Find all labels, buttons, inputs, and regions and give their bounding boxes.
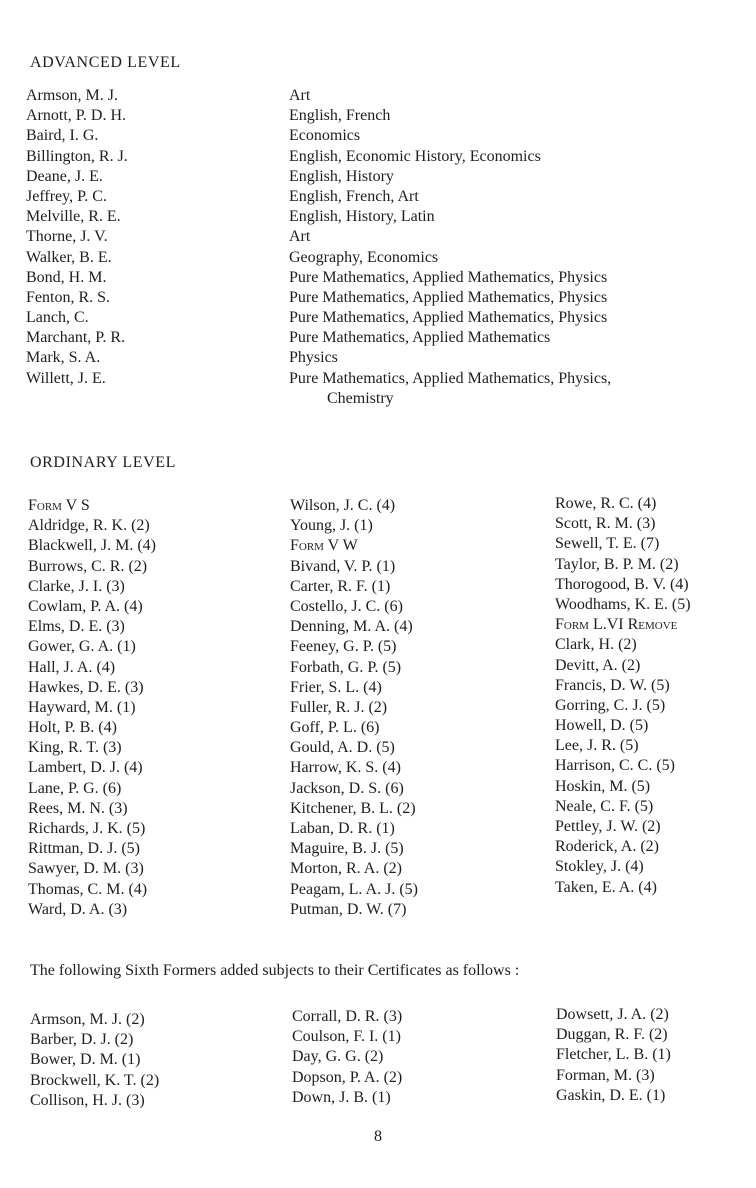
- student-entry: Thorogood, B. V. (4): [555, 575, 689, 593]
- student-name: Melville, R. E.: [26, 208, 121, 226]
- student-entry: Taylor, B. P. M. (2): [555, 555, 679, 573]
- student-entry: Dopson, P. A. (2): [292, 1068, 403, 1086]
- subjects-list: Physics: [289, 349, 338, 367]
- student-entry: King, R. T. (3): [28, 739, 122, 757]
- student-entry: Blackwell, J. M. (4): [28, 537, 156, 555]
- student-entry: Kitchener, B. L. (2): [290, 799, 416, 817]
- student-entry: Harrow, K. S. (4): [290, 759, 401, 777]
- student-entry: Harrison, C. C. (5): [555, 757, 675, 775]
- advanced-names-column: [26, 86, 276, 389]
- student-entry: Hawkes, D. E. (3): [28, 678, 144, 696]
- subjects-list: English, Economic History, Economics: [289, 147, 541, 165]
- student-entry: Hayward, M. (1): [28, 698, 136, 716]
- student-entry: Lee, J. R. (5): [555, 737, 639, 755]
- student-entry: Scott, R. M. (3): [555, 515, 656, 533]
- student-name: Lanch, C.: [26, 309, 89, 327]
- student-entry: Gaskin, D. E. (1): [556, 1086, 666, 1104]
- student-entry: Rees, M. N. (3): [28, 799, 128, 817]
- student-entry: Sawyer, D. M. (3): [28, 860, 144, 878]
- student-entry: Laban, D. R. (1): [290, 820, 395, 837]
- student-entry: Sewell, T. E. (7): [555, 535, 660, 553]
- student-entry: Stokley, J. (4): [555, 858, 644, 876]
- student-entry: Hoskin, M. (5): [555, 777, 651, 795]
- student-entry: Roderick, A. (2): [555, 838, 659, 856]
- student-entry: Young, J. (1): [290, 517, 373, 535]
- student-entry: Elms, D. E. (3): [28, 618, 125, 636]
- student-entry: Cowlam, P. A. (4): [28, 597, 143, 615]
- ordinary-column-3: [555, 494, 756, 898]
- ordinary-column-1: [28, 496, 268, 920]
- student-entry: Morton, R. A. (2): [290, 860, 402, 878]
- subjects-continuation: Chemistry: [327, 389, 394, 407]
- student-entry: Holt, P. B. (4): [28, 719, 117, 737]
- student-entry: Rowe, R. C. (4): [555, 495, 657, 512]
- student-entry: Barber, D. J. (2): [30, 1031, 134, 1049]
- student-entry: Putman, D. W. (7): [290, 900, 407, 918]
- student-name: Willett, J. E.: [26, 369, 106, 387]
- subjects-list: Pure Mathematics, Applied Mathematics, Physics: [289, 268, 608, 286]
- student-entry: Frier, S. L. (4): [290, 678, 382, 696]
- subjects-list: Pure Mathematics, Applied Mathematics, Physics,: [289, 369, 612, 387]
- student-entry: Gould, A. D. (5): [290, 739, 395, 757]
- student-entry: Fuller, R. J. (2): [290, 698, 388, 716]
- subjects-list: English, History, Latin: [289, 208, 435, 226]
- student-entry: Collison, H. J. (3): [30, 1091, 145, 1109]
- student-name: Mark, S. A.: [26, 349, 101, 367]
- student-name: Deane, J. E.: [26, 167, 103, 185]
- subjects-list: Pure Mathematics, Applied Mathematics, Physics: [289, 288, 608, 306]
- form-label: Form V W: [290, 537, 358, 555]
- student-entry: Ward, D. A. (3): [28, 900, 128, 918]
- student-entry: Coulson, F. I. (1): [292, 1028, 401, 1046]
- student-name: Thorne, J. V.: [26, 228, 108, 246]
- student-entry: Hall, J. A. (4): [28, 658, 116, 676]
- student-entry: Burrows, C. R. (2): [28, 557, 148, 575]
- student-entry: Costello, J. C. (6): [290, 597, 403, 615]
- sixth-column-1: [30, 1010, 270, 1111]
- subjects-list: Pure Mathematics, Applied Mathematics, Physics: [289, 309, 608, 327]
- student-entry: Lambert, D. J. (4): [28, 759, 143, 777]
- subjects-list: English, History: [289, 167, 394, 185]
- student-entry: Neale, C. F. (5): [555, 797, 654, 815]
- subjects-list: Pure Mathematics, Applied Mathematics: [289, 329, 551, 347]
- student-entry: Rittman, D. J. (5): [28, 840, 140, 858]
- subjects-list: Art: [289, 87, 311, 104]
- student-entry: Clark, H. (2): [555, 636, 637, 654]
- student-entry: Dowsett, J. A. (2): [556, 1006, 669, 1023]
- student-entry: Forman, M. (3): [556, 1066, 655, 1084]
- student-entry: Lane, P. G. (6): [28, 779, 122, 797]
- page-number: 8: [374, 1128, 382, 1145]
- subjects-list: Art: [289, 228, 311, 246]
- advanced-subjects-column: [289, 86, 729, 409]
- sixth-column-3: [556, 1005, 756, 1106]
- student-entry: Armson, M. J. (2): [30, 1011, 145, 1028]
- student-entry: Carter, R. F. (1): [290, 577, 391, 595]
- student-entry: Richards, J. K. (5): [28, 820, 146, 837]
- student-entry: Down, J. B. (1): [292, 1088, 391, 1106]
- student-name: Fenton, R. S.: [26, 288, 111, 306]
- student-name: Walker, B. E.: [26, 248, 112, 266]
- form-label: Form V S: [28, 497, 90, 514]
- student-entry: Peagam, L. A. J. (5): [290, 880, 418, 898]
- student-entry: Maguire, B. J. (5): [290, 840, 404, 858]
- student-entry: Denning, M. A. (4): [290, 618, 413, 636]
- student-entry: Thomas, C. M. (4): [28, 880, 148, 898]
- student-name: Baird, I. G.: [26, 127, 99, 145]
- student-name: Bond, H. M.: [26, 268, 107, 286]
- student-entry: Devitt, A. (2): [555, 656, 641, 674]
- student-entry: Wilson, J. C. (4): [290, 497, 396, 514]
- ordinary-level-heading: ORDINARY LEVEL: [30, 454, 177, 471]
- student-name: Jeffrey, P. C.: [26, 187, 107, 205]
- student-entry: Corrall, D. R. (3): [292, 1008, 403, 1025]
- student-entry: Feeney, G. P. (5): [290, 638, 397, 656]
- student-entry: Woodhams, K. E. (5): [555, 595, 691, 613]
- student-entry: Aldridge, R. K. (2): [28, 517, 150, 535]
- student-entry: Clarke, J. I. (3): [28, 577, 125, 595]
- student-name: Armson, M. J.: [26, 87, 119, 104]
- subjects-list: Economics: [289, 127, 361, 145]
- advanced-level-heading: ADVANCED LEVEL: [30, 54, 181, 71]
- student-entry: Jackson, D. S. (6): [290, 779, 404, 797]
- subjects-list: Geography, Economics: [289, 248, 439, 266]
- student-entry: Forbath, G. P. (5): [290, 658, 402, 676]
- subjects-list: English, French, Art: [289, 187, 419, 205]
- student-entry: Taken, E. A. (4): [555, 878, 657, 896]
- sixth-column-2: [292, 1007, 532, 1108]
- student-entry: Goff, P. L. (6): [290, 719, 380, 737]
- student-name: Arnott, P. D. H.: [26, 107, 127, 125]
- student-entry: Francis, D. W. (5): [555, 676, 670, 694]
- student-name: Marchant, P. R.: [26, 329, 126, 347]
- student-entry: Bivand, V. P. (1): [290, 557, 396, 575]
- student-entry: Pettley, J. W. (2): [555, 818, 661, 835]
- sixth-formers-note: The following Sixth Formers added subjects to their Certificates as follows :: [30, 962, 520, 979]
- subjects-list: English, French: [289, 107, 391, 125]
- form-label: Form L.VI Remove: [555, 616, 678, 634]
- student-entry: Gower, G. A. (1): [28, 638, 136, 656]
- student-entry: Bower, D. M. (1): [30, 1051, 141, 1069]
- student-entry: Day, G. G. (2): [292, 1048, 384, 1066]
- student-entry: Duggan, R. F. (2): [556, 1026, 668, 1044]
- student-entry: Gorring, C. J. (5): [555, 696, 666, 714]
- student-entry: Howell, D. (5): [555, 717, 649, 735]
- student-entry: Brockwell, K. T. (2): [30, 1071, 160, 1089]
- student-name: Billington, R. J.: [26, 147, 128, 165]
- student-entry: Fletcher, L. B. (1): [556, 1046, 671, 1064]
- ordinary-column-2: [290, 496, 530, 920]
